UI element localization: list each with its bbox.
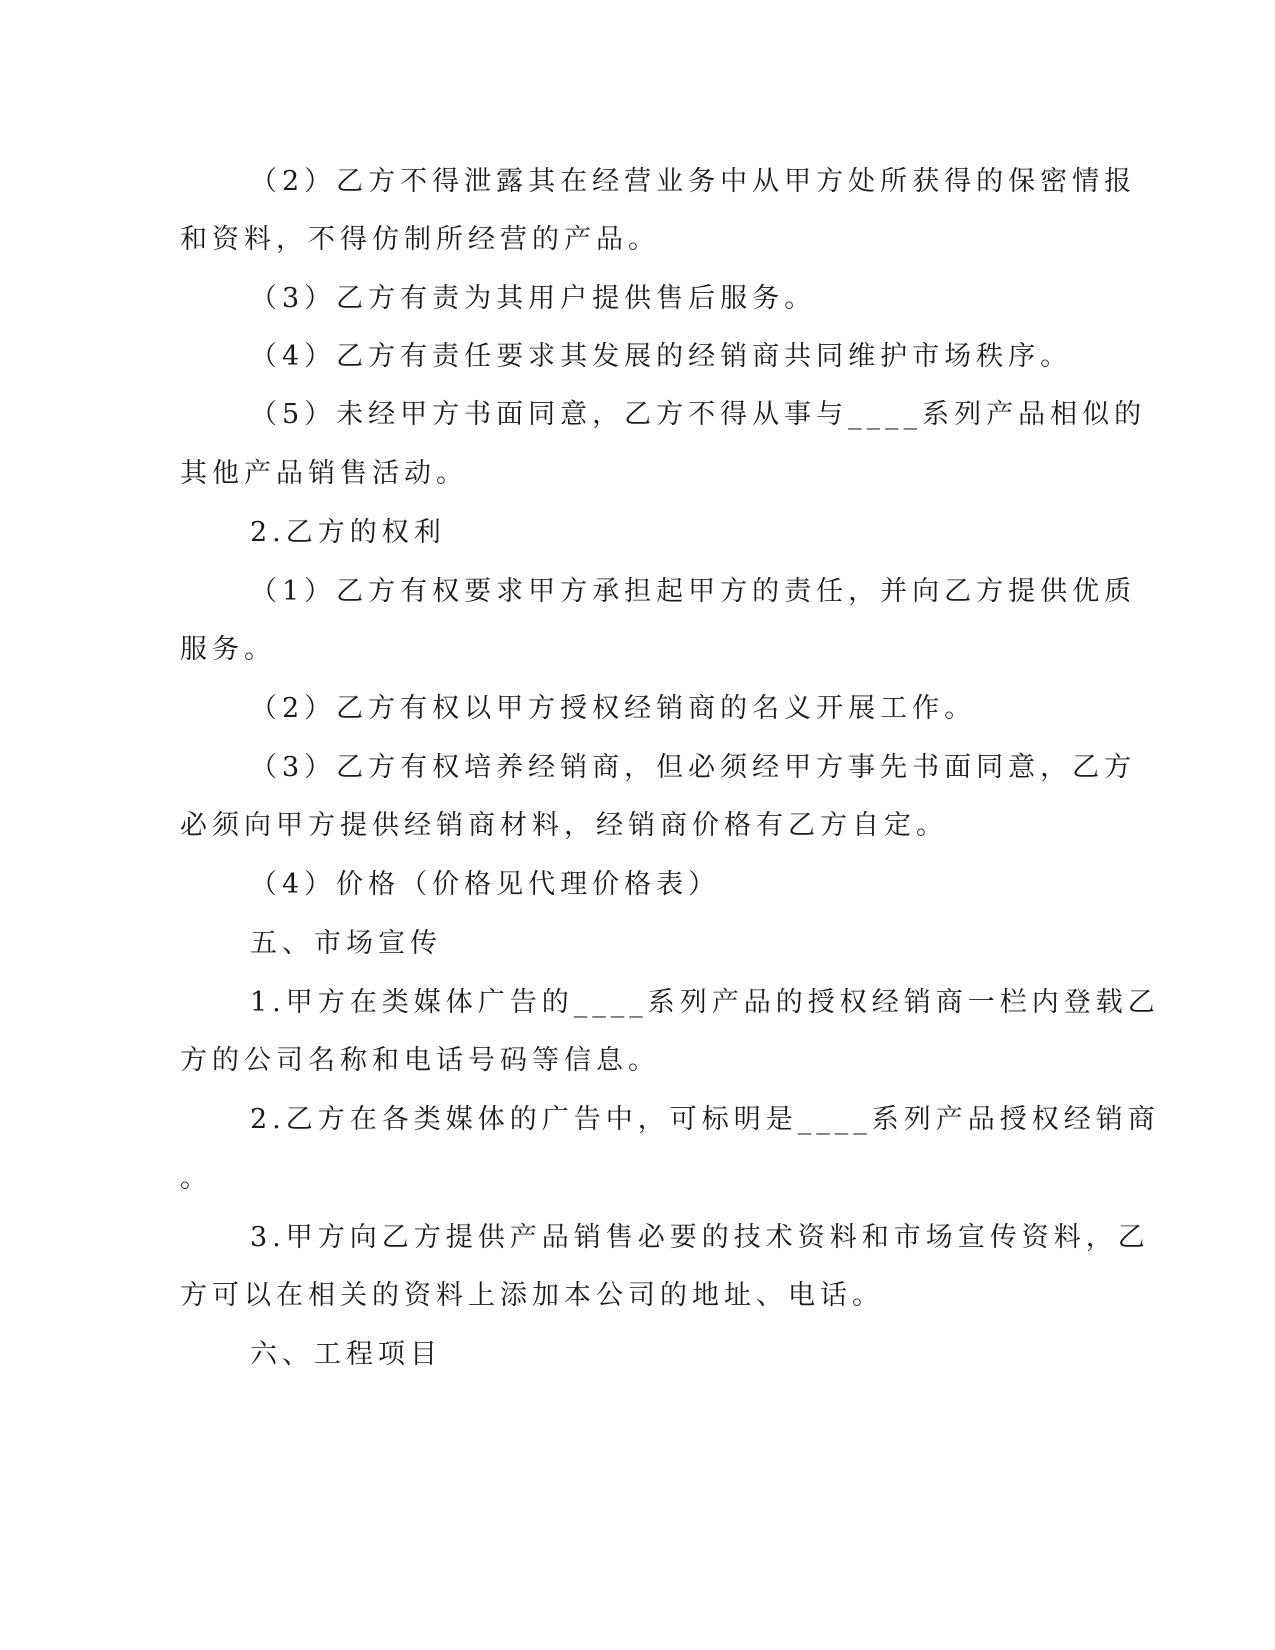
paragraph-line: （3）乙方有权培养经销商，但必须经甲方事先书面同意，乙方	[250, 752, 1137, 783]
section-heading: 五、市场宣传	[250, 928, 442, 959]
paragraph-line: （4）价格（价格见代理价格表）	[250, 869, 721, 900]
paragraph-line: 2.乙方在各类媒体的广告中，可标明是____系列产品授权经销商	[250, 1104, 1160, 1135]
paragraph-line: 1.甲方在类媒体广告的____系列产品的授权经销商一栏内登载乙	[250, 987, 1160, 1018]
paragraph-line: 方的公司名称和电话号码等信息。	[180, 1045, 660, 1076]
paragraph-line: （5）未经甲方书面同意，乙方不得从事与____系列产品相似的	[250, 399, 1147, 430]
section-heading: 六、工程项目	[250, 1339, 442, 1370]
paragraph-line: （4）乙方有责任要求其发展的经销商共同维护市场秩序。	[250, 341, 1073, 372]
section-subheading: 2.乙方的权利	[250, 517, 446, 548]
paragraph-line: （2）乙方不得泄露其在经营业务中从甲方处所获得的保密情报	[250, 166, 1137, 197]
paragraph-line: 必须向甲方提供经销商材料，经销商价格有乙方自定。	[180, 810, 948, 841]
paragraph-line: 和资料，不得仿制所经营的产品。	[180, 224, 660, 255]
paragraph-line: （2）乙方有权以甲方授权经销商的名义开展工作。	[250, 693, 977, 724]
paragraph-line: （3）乙方有责为其用户提供售后服务。	[250, 283, 817, 314]
paragraph-line: 其他产品销售活动。	[180, 458, 468, 489]
paragraph-line: 方可以在相关的资料上添加本公司的地址、电话。	[180, 1280, 884, 1311]
paragraph-line: 3.甲方向乙方提供产品销售必要的技术资料和市场宣传资料，乙	[250, 1222, 1150, 1253]
paragraph-line: 服务。	[180, 634, 276, 665]
paragraph-line: 。	[180, 1163, 212, 1194]
paragraph-line: （1）乙方有权要求甲方承担起甲方的责任，并向乙方提供优质	[250, 576, 1137, 607]
